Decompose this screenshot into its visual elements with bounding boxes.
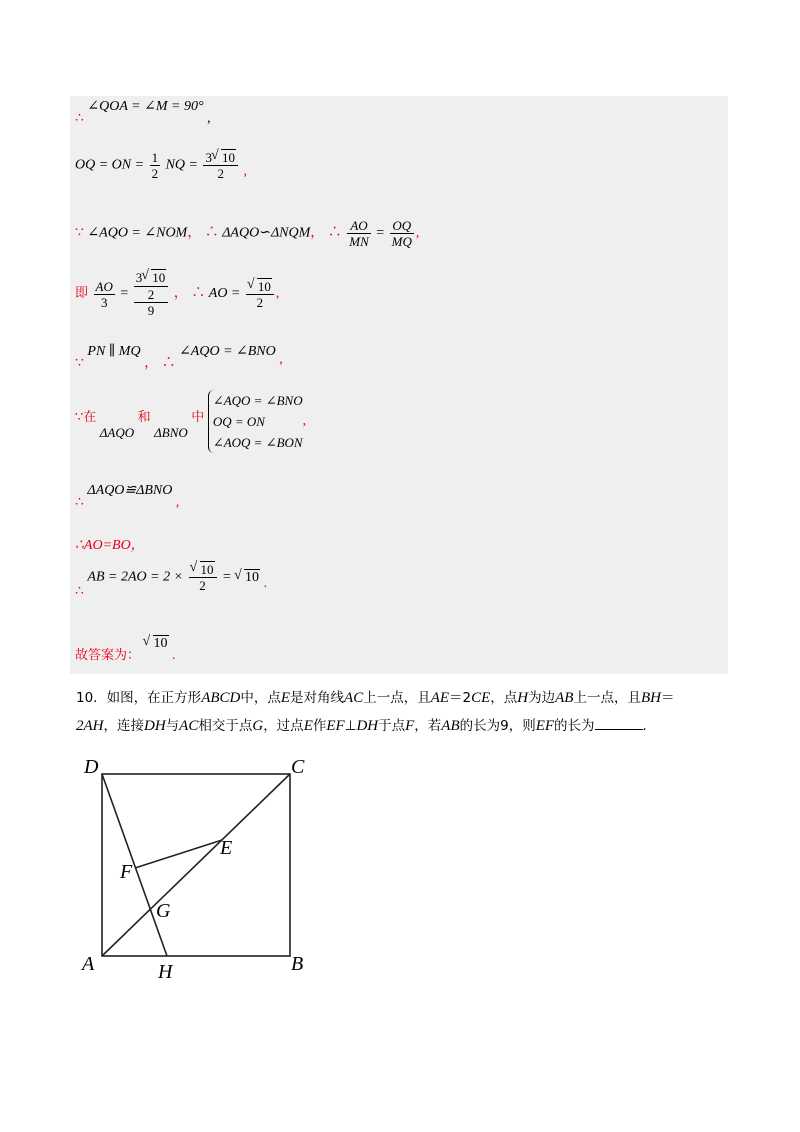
segment-ef <box>135 840 222 868</box>
q-math: DH <box>356 718 379 734</box>
punct: . <box>263 575 267 591</box>
q-math: BH <box>640 690 661 706</box>
coefficient: 3 <box>135 270 143 285</box>
q-text: ． <box>642 718 657 734</box>
because-symbol: ∵ <box>75 356 84 371</box>
q-math: AE <box>430 690 450 706</box>
denominator: 2 <box>217 166 224 181</box>
q-text: 相交于点 <box>198 718 253 734</box>
therefore-symbol: ∴ <box>204 225 219 241</box>
therefore-symbol: ∴ <box>327 225 342 241</box>
denominator: MN <box>349 234 369 249</box>
condition-3: ∠AOQ = ∠BON <box>212 435 303 450</box>
equals: = <box>120 286 129 302</box>
inner-denominator: 2 <box>134 286 169 303</box>
q-text: 的长为9，则 <box>459 718 536 734</box>
math-expr: ΔAQO∽ΔNQM <box>222 225 311 241</box>
numerator: AO <box>95 278 113 294</box>
therefore-symbol: ∴ <box>75 111 84 126</box>
label-c: C <box>291 756 305 778</box>
q-text: ＝2 <box>449 690 472 706</box>
q-text: 与 <box>165 718 180 734</box>
equals: = <box>376 225 385 241</box>
condition-2: OQ = ON <box>212 414 265 429</box>
condition-1: ∠AQO = ∠BNO <box>212 393 303 408</box>
q-text: ，过点 <box>263 718 304 734</box>
punct: ， <box>310 225 325 241</box>
q-text: 作 <box>312 718 327 734</box>
math-expr: ∠QOA = ∠M = 90° <box>87 99 204 114</box>
triangle-aqo: ΔAQO <box>99 424 135 440</box>
q-text: ，若 <box>414 718 442 734</box>
q-text: ＝ <box>660 690 675 706</box>
numerator: OQ <box>390 218 414 234</box>
q-math: DH <box>144 718 166 734</box>
radicand: 10 <box>200 562 214 577</box>
q-text: 上一点，且 <box>363 690 431 706</box>
q-math: E <box>280 690 291 706</box>
numerator: AO <box>347 218 371 234</box>
in-text: ∵在 <box>75 409 97 425</box>
math-expr: ∠AQO = ∠NOM <box>87 225 188 241</box>
radicand: 10 <box>152 270 166 285</box>
q-math: AB <box>441 718 460 734</box>
q-math: AC <box>179 718 199 734</box>
label-f: F <box>120 861 133 883</box>
therefore-symbol: ∴ <box>75 583 84 599</box>
numerator: 1 <box>151 150 159 165</box>
punct: , <box>279 352 283 367</box>
punct: , <box>243 163 247 179</box>
q-text: ，连接 <box>103 718 144 734</box>
denominator: 2 <box>256 294 264 310</box>
q-text: 中，点 <box>240 690 281 706</box>
math-expr: NQ = <box>165 157 198 173</box>
q-math: F <box>405 718 415 734</box>
denominator: 2 <box>151 166 159 181</box>
q-math: H <box>517 690 529 706</box>
math-expr: OQ = ON = <box>75 157 145 173</box>
punct: , <box>302 413 307 429</box>
punct: , <box>207 111 211 126</box>
answer-label: 故答案为： <box>75 648 141 663</box>
radicand: 10 <box>244 569 259 585</box>
label-b: B <box>291 953 304 975</box>
label-a: A <box>82 953 95 975</box>
punct: , <box>415 225 420 241</box>
therefore-symbol: ∴ <box>161 356 176 371</box>
q-text: 上一点，且 <box>573 690 641 706</box>
math-expr: PN ∥ MQ <box>87 344 141 359</box>
punct: . <box>172 648 176 663</box>
coefficient: 3 <box>205 150 212 165</box>
label-d: D <box>84 756 99 778</box>
math-expr: ΔAQO≌ΔBNO <box>87 483 173 498</box>
q-math: G <box>252 718 264 734</box>
q-text: 是对角线 <box>290 690 345 706</box>
math-expr: AO = <box>208 286 241 302</box>
equals: = <box>222 569 232 585</box>
segment-dh <box>102 774 167 956</box>
q-text: 于点 <box>378 718 406 734</box>
math-expr: AB = 2AO = 2 × <box>87 569 184 585</box>
radicand: 10 <box>257 278 271 294</box>
q-math: CE <box>471 690 491 706</box>
punct: , <box>175 495 180 510</box>
q-math: AC <box>344 690 364 706</box>
namely-text: 即 <box>75 286 89 302</box>
middle-text: 中 <box>191 409 205 425</box>
q-math: AB <box>555 690 574 706</box>
q-math: ABCD <box>201 690 241 706</box>
q-text: ，点 <box>490 690 518 706</box>
because-symbol: ∵ <box>75 225 84 241</box>
math-expr: ∠AQO = ∠BNO <box>179 344 276 359</box>
conclusion-text: ∴AO=BO， <box>75 538 145 553</box>
denominator: 9 <box>147 303 155 318</box>
label-h: H <box>158 961 173 983</box>
q-text: ⊥ <box>344 718 357 734</box>
denominator: 2 <box>199 578 206 593</box>
radicand: 10 <box>221 150 235 165</box>
label-e: E <box>220 837 233 859</box>
therefore-symbol: ∴ <box>191 286 206 302</box>
q-math: EF <box>535 718 555 734</box>
punct: ， <box>173 286 188 302</box>
triangle-bno: ΔBNO <box>154 424 188 440</box>
q-math: E <box>303 718 313 734</box>
q-text: 10．如图，在正方形 <box>76 690 202 706</box>
q-math: 2AH <box>76 718 104 734</box>
punct: ， <box>187 225 202 241</box>
label-g: G <box>156 900 171 922</box>
q-text: 的长为 <box>554 718 595 734</box>
and-text: 和 <box>137 409 151 425</box>
radicand: 10 <box>153 636 168 651</box>
denominator: 3 <box>100 294 108 310</box>
q-text: 为边 <box>528 690 556 706</box>
q-math: EF <box>326 718 345 734</box>
punct: , <box>275 286 280 302</box>
punct: ， <box>144 356 159 371</box>
therefore-symbol: ∴ <box>75 495 84 510</box>
denominator: MQ <box>391 234 412 249</box>
